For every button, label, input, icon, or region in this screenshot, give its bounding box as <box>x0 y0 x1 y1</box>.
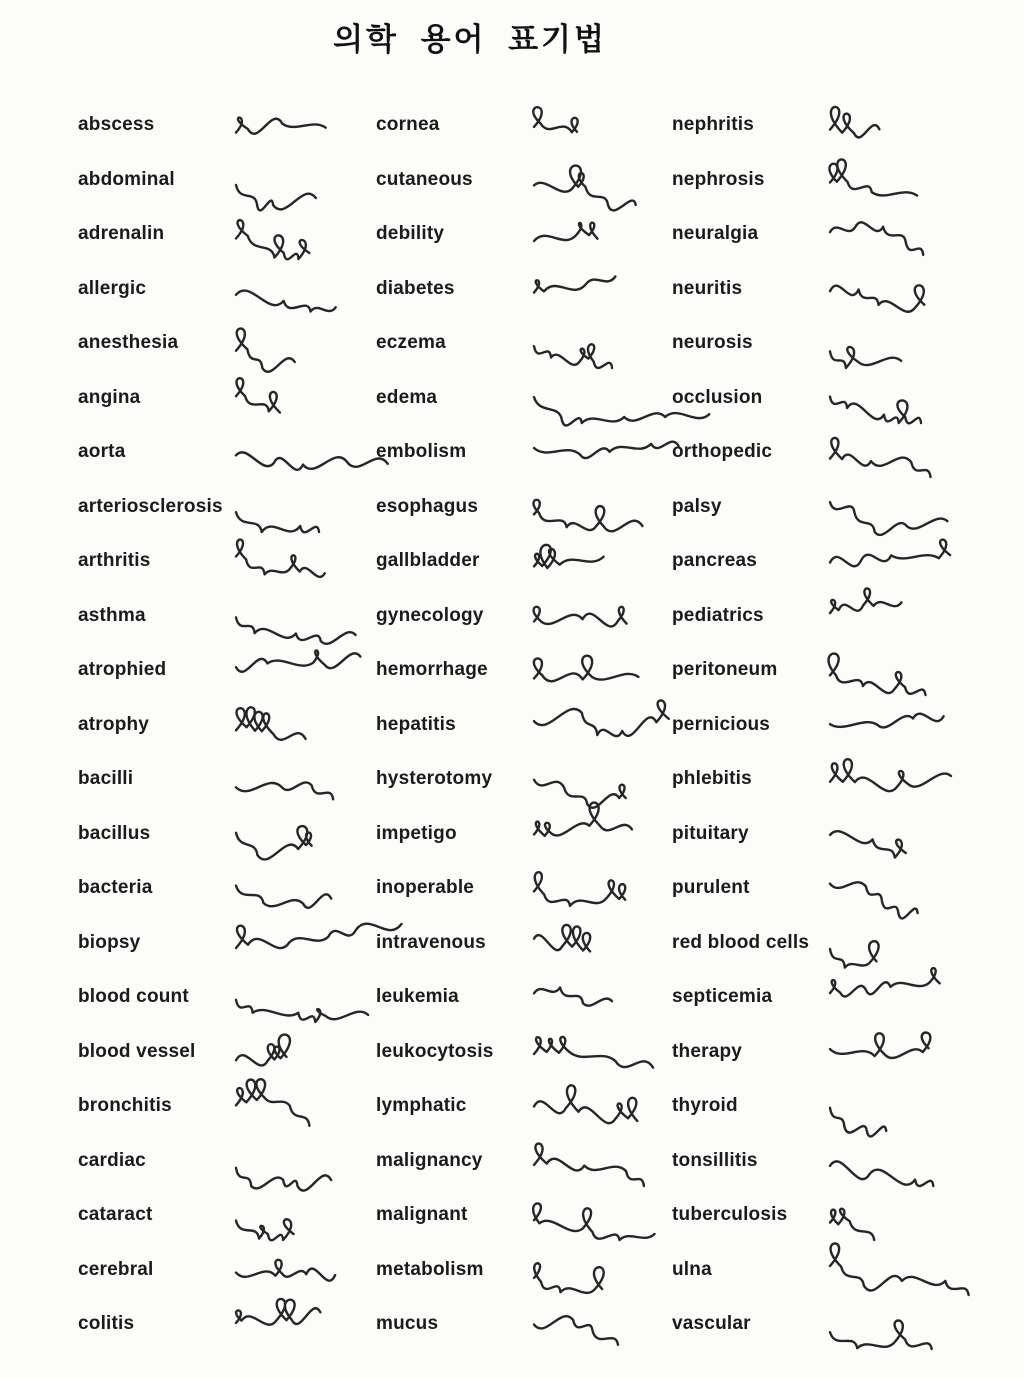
page-title: 의학 용어 표기법 <box>333 22 607 57</box>
term-label: inoperable <box>376 877 475 899</box>
term-label: cardiac <box>78 1149 146 1171</box>
term-row <box>672 425 1010 480</box>
term-label: gallbladder <box>376 550 480 572</box>
term-row <box>376 1243 672 1298</box>
term-label: hysterotomy <box>376 768 493 790</box>
term-row <box>672 916 1010 971</box>
shorthand-symbol <box>232 258 382 316</box>
term-row <box>376 425 672 480</box>
term-row <box>672 1079 1010 1134</box>
term-row <box>78 371 376 426</box>
term-label: phlebitis <box>672 768 752 790</box>
shorthand-symbol <box>826 966 976 1024</box>
term-label: asthma <box>78 604 146 626</box>
term-row <box>78 698 376 753</box>
term-label: arthritis <box>78 550 151 572</box>
term-row <box>78 425 376 480</box>
term-row <box>376 916 672 971</box>
shorthand-symbol <box>232 694 382 752</box>
shorthand-symbol <box>826 530 976 588</box>
term-label: hemorrhage <box>376 659 488 681</box>
term-row <box>672 534 1010 589</box>
term-label: occlusion <box>672 386 763 408</box>
shorthand-symbol <box>826 585 976 643</box>
term-row <box>376 970 672 1025</box>
term-row <box>78 589 376 644</box>
term-row <box>672 153 1010 208</box>
shorthand-symbol <box>530 912 680 970</box>
term-row <box>376 861 672 916</box>
term-label: malignancy <box>376 1149 483 1171</box>
shorthand-symbol <box>826 1130 976 1188</box>
shorthand-symbol <box>232 639 382 697</box>
terms-grid <box>78 98 1010 1352</box>
term-row <box>78 1188 376 1243</box>
term-row <box>376 643 672 698</box>
term-label: nephrosis <box>672 168 765 190</box>
shorthand-symbol <box>530 966 680 1024</box>
shorthand-symbol <box>530 857 680 915</box>
term-label: atrophied <box>78 659 167 681</box>
term-label: orthopedic <box>672 441 773 463</box>
term-row <box>672 1243 1010 1298</box>
term-label: adrenalin <box>78 223 165 245</box>
shorthand-symbol <box>530 585 680 643</box>
term-row <box>672 98 1010 153</box>
term-row <box>376 589 672 644</box>
term-row <box>376 534 672 589</box>
term-row <box>78 262 376 317</box>
term-label: aorta <box>78 441 126 463</box>
term-label: angina <box>78 386 141 408</box>
shorthand-symbol <box>530 94 680 152</box>
term-label: bacillus <box>78 822 151 844</box>
shorthand-symbol <box>232 149 382 207</box>
term-label: neuralgia <box>672 223 759 245</box>
term-label: diabetes <box>376 277 455 299</box>
shorthand-symbol <box>232 912 382 970</box>
term-label: mucus <box>376 1313 439 1335</box>
term-row <box>78 643 376 698</box>
term-row <box>78 207 376 262</box>
term-row <box>672 807 1010 862</box>
shorthand-symbol <box>232 585 382 643</box>
term-column-3 <box>672 98 1010 1352</box>
shorthand-symbol <box>232 421 382 479</box>
term-label: septicemia <box>672 986 773 1008</box>
term-label: arteriosclerosis <box>78 495 223 517</box>
term-label: therapy <box>672 1040 743 1062</box>
shorthand-symbol <box>232 1239 382 1297</box>
term-label: debility <box>376 223 445 245</box>
term-row <box>78 861 376 916</box>
term-row <box>672 698 1010 753</box>
term-label: eczema <box>376 332 446 354</box>
shorthand-symbol <box>826 803 976 861</box>
term-label: tuberculosis <box>672 1204 788 1226</box>
term-row <box>78 1243 376 1298</box>
term-row <box>376 1134 672 1189</box>
term-row <box>672 371 1010 426</box>
term-label: palsy <box>672 495 722 517</box>
term-row <box>376 807 672 862</box>
shorthand-symbol <box>826 857 976 915</box>
term-label: blood vessel <box>78 1040 196 1062</box>
term-label: thyroid <box>672 1095 738 1117</box>
term-label: esophagus <box>376 495 479 517</box>
term-row <box>376 98 672 153</box>
term-row <box>78 98 376 153</box>
term-row <box>672 1297 1010 1352</box>
shorthand-symbol <box>826 1184 976 1242</box>
term-label: edema <box>376 386 438 408</box>
term-label: pituitary <box>672 822 749 844</box>
term-label: cataract <box>78 1204 153 1226</box>
term-label: peritoneum <box>672 659 778 681</box>
shorthand-symbol <box>232 1293 382 1351</box>
shorthand-symbol <box>826 258 976 316</box>
shorthand-symbol <box>232 312 382 370</box>
term-row <box>672 589 1010 644</box>
term-row <box>376 262 672 317</box>
term-label: neuritis <box>672 277 743 299</box>
shorthand-symbol <box>826 476 976 534</box>
term-label: cerebral <box>78 1258 154 1280</box>
shorthand-symbol <box>232 748 382 806</box>
shorthand-symbol <box>530 803 680 861</box>
term-label: abscess <box>78 114 155 136</box>
shorthand-symbol <box>232 857 382 915</box>
term-row <box>376 153 672 208</box>
term-row <box>78 1134 376 1189</box>
term-label: leukemia <box>376 986 459 1008</box>
term-row <box>376 1025 672 1080</box>
term-row <box>672 861 1010 916</box>
term-label: pancreas <box>672 550 758 572</box>
term-row <box>78 480 376 535</box>
shorthand-symbol <box>232 476 382 534</box>
term-label: abdominal <box>78 168 175 190</box>
term-column-1 <box>78 98 376 1352</box>
term-row <box>376 371 672 426</box>
shorthand-symbol <box>530 639 680 697</box>
term-label: pernicious <box>672 713 771 735</box>
term-row <box>78 807 376 862</box>
term-label: metabolism <box>376 1258 484 1280</box>
term-row <box>78 752 376 807</box>
shorthand-symbol <box>232 966 382 1024</box>
term-row <box>376 1297 672 1352</box>
term-label: impetigo <box>376 822 457 844</box>
shorthand-symbol <box>530 1293 680 1351</box>
term-label: embolism <box>376 441 467 463</box>
shorthand-symbol <box>826 367 976 425</box>
term-label: cornea <box>376 114 440 136</box>
term-row <box>376 480 672 535</box>
term-row <box>78 970 376 1025</box>
title-area <box>0 14 940 59</box>
shorthand-symbol <box>530 694 680 752</box>
term-row <box>376 316 672 371</box>
term-label: cutaneous <box>376 168 473 190</box>
term-row <box>672 643 1010 698</box>
shorthand-symbol <box>232 1075 382 1133</box>
term-row <box>672 1134 1010 1189</box>
term-label: colitis <box>78 1313 135 1335</box>
term-label: bacteria <box>78 877 153 899</box>
term-label: blood count <box>78 986 189 1008</box>
term-label: malignant <box>376 1204 468 1226</box>
term-label: bacilli <box>78 768 134 790</box>
term-row <box>376 1079 672 1134</box>
term-label: nephritis <box>672 114 755 136</box>
shorthand-symbol <box>530 367 680 425</box>
term-row <box>78 534 376 589</box>
term-row <box>672 1188 1010 1243</box>
shorthand-symbol <box>530 1239 680 1297</box>
shorthand-symbol <box>530 421 680 479</box>
term-label: tonsillitis <box>672 1149 758 1171</box>
shorthand-symbol <box>826 1021 976 1079</box>
term-row <box>376 698 672 753</box>
shorthand-symbol <box>826 912 976 970</box>
shorthand-symbol <box>826 694 976 752</box>
shorthand-symbol <box>826 1293 976 1351</box>
term-row <box>78 316 376 371</box>
term-row <box>672 316 1010 371</box>
term-label: allergic <box>78 277 147 299</box>
term-label: gynecology <box>376 604 484 626</box>
shorthand-symbol <box>232 203 382 261</box>
shorthand-symbol <box>826 1075 976 1133</box>
shorthand-symbol <box>530 1130 680 1188</box>
term-row <box>78 153 376 208</box>
shorthand-symbol <box>826 748 976 806</box>
term-label: biopsy <box>78 931 141 953</box>
shorthand-symbol <box>826 1239 976 1297</box>
shorthand-symbol <box>232 94 382 152</box>
term-column-2 <box>376 98 672 1352</box>
term-row <box>672 207 1010 262</box>
shorthand-symbol <box>530 1021 680 1079</box>
shorthand-symbol <box>826 149 976 207</box>
shorthand-symbol <box>530 312 680 370</box>
term-row <box>78 1025 376 1080</box>
shorthand-symbol <box>530 149 680 207</box>
shorthand-symbol <box>232 803 382 861</box>
term-row <box>672 1025 1010 1080</box>
term-row <box>672 262 1010 317</box>
term-label: purulent <box>672 877 750 899</box>
term-label: ulna <box>672 1258 712 1280</box>
term-row <box>78 916 376 971</box>
shorthand-symbol <box>232 367 382 425</box>
term-label: red blood cells <box>672 931 810 953</box>
term-row <box>78 1079 376 1134</box>
shorthand-symbol <box>232 1130 382 1188</box>
term-row <box>376 752 672 807</box>
term-label: lymphatic <box>376 1095 467 1117</box>
term-row <box>78 1297 376 1352</box>
shorthand-symbol <box>530 203 680 261</box>
term-row <box>672 970 1010 1025</box>
term-label: vascular <box>672 1313 751 1335</box>
shorthand-symbol <box>232 530 382 588</box>
shorthand-symbol <box>826 421 976 479</box>
term-label: atrophy <box>78 713 150 735</box>
term-row <box>376 1188 672 1243</box>
term-label: pediatrics <box>672 604 764 626</box>
term-row <box>376 207 672 262</box>
shorthand-symbol <box>826 203 976 261</box>
shorthand-symbol <box>826 312 976 370</box>
shorthand-symbol <box>826 94 976 152</box>
shorthand-symbol <box>232 1184 382 1242</box>
term-label: anesthesia <box>78 332 179 354</box>
shorthand-symbol <box>530 476 680 534</box>
term-label: bronchitis <box>78 1095 172 1117</box>
term-label: leukocytosis <box>376 1040 494 1062</box>
shorthand-symbol <box>232 1021 382 1079</box>
term-row <box>672 480 1010 535</box>
shorthand-symbol <box>530 1075 680 1133</box>
shorthand-symbol <box>826 639 976 697</box>
term-label: hepatitis <box>376 713 456 735</box>
term-label: intravenous <box>376 931 486 953</box>
shorthand-symbol <box>530 1184 680 1242</box>
shorthand-symbol <box>530 258 680 316</box>
term-label: neurosis <box>672 332 753 354</box>
shorthand-symbol <box>530 530 680 588</box>
term-row <box>672 752 1010 807</box>
shorthand-symbol <box>530 748 680 806</box>
